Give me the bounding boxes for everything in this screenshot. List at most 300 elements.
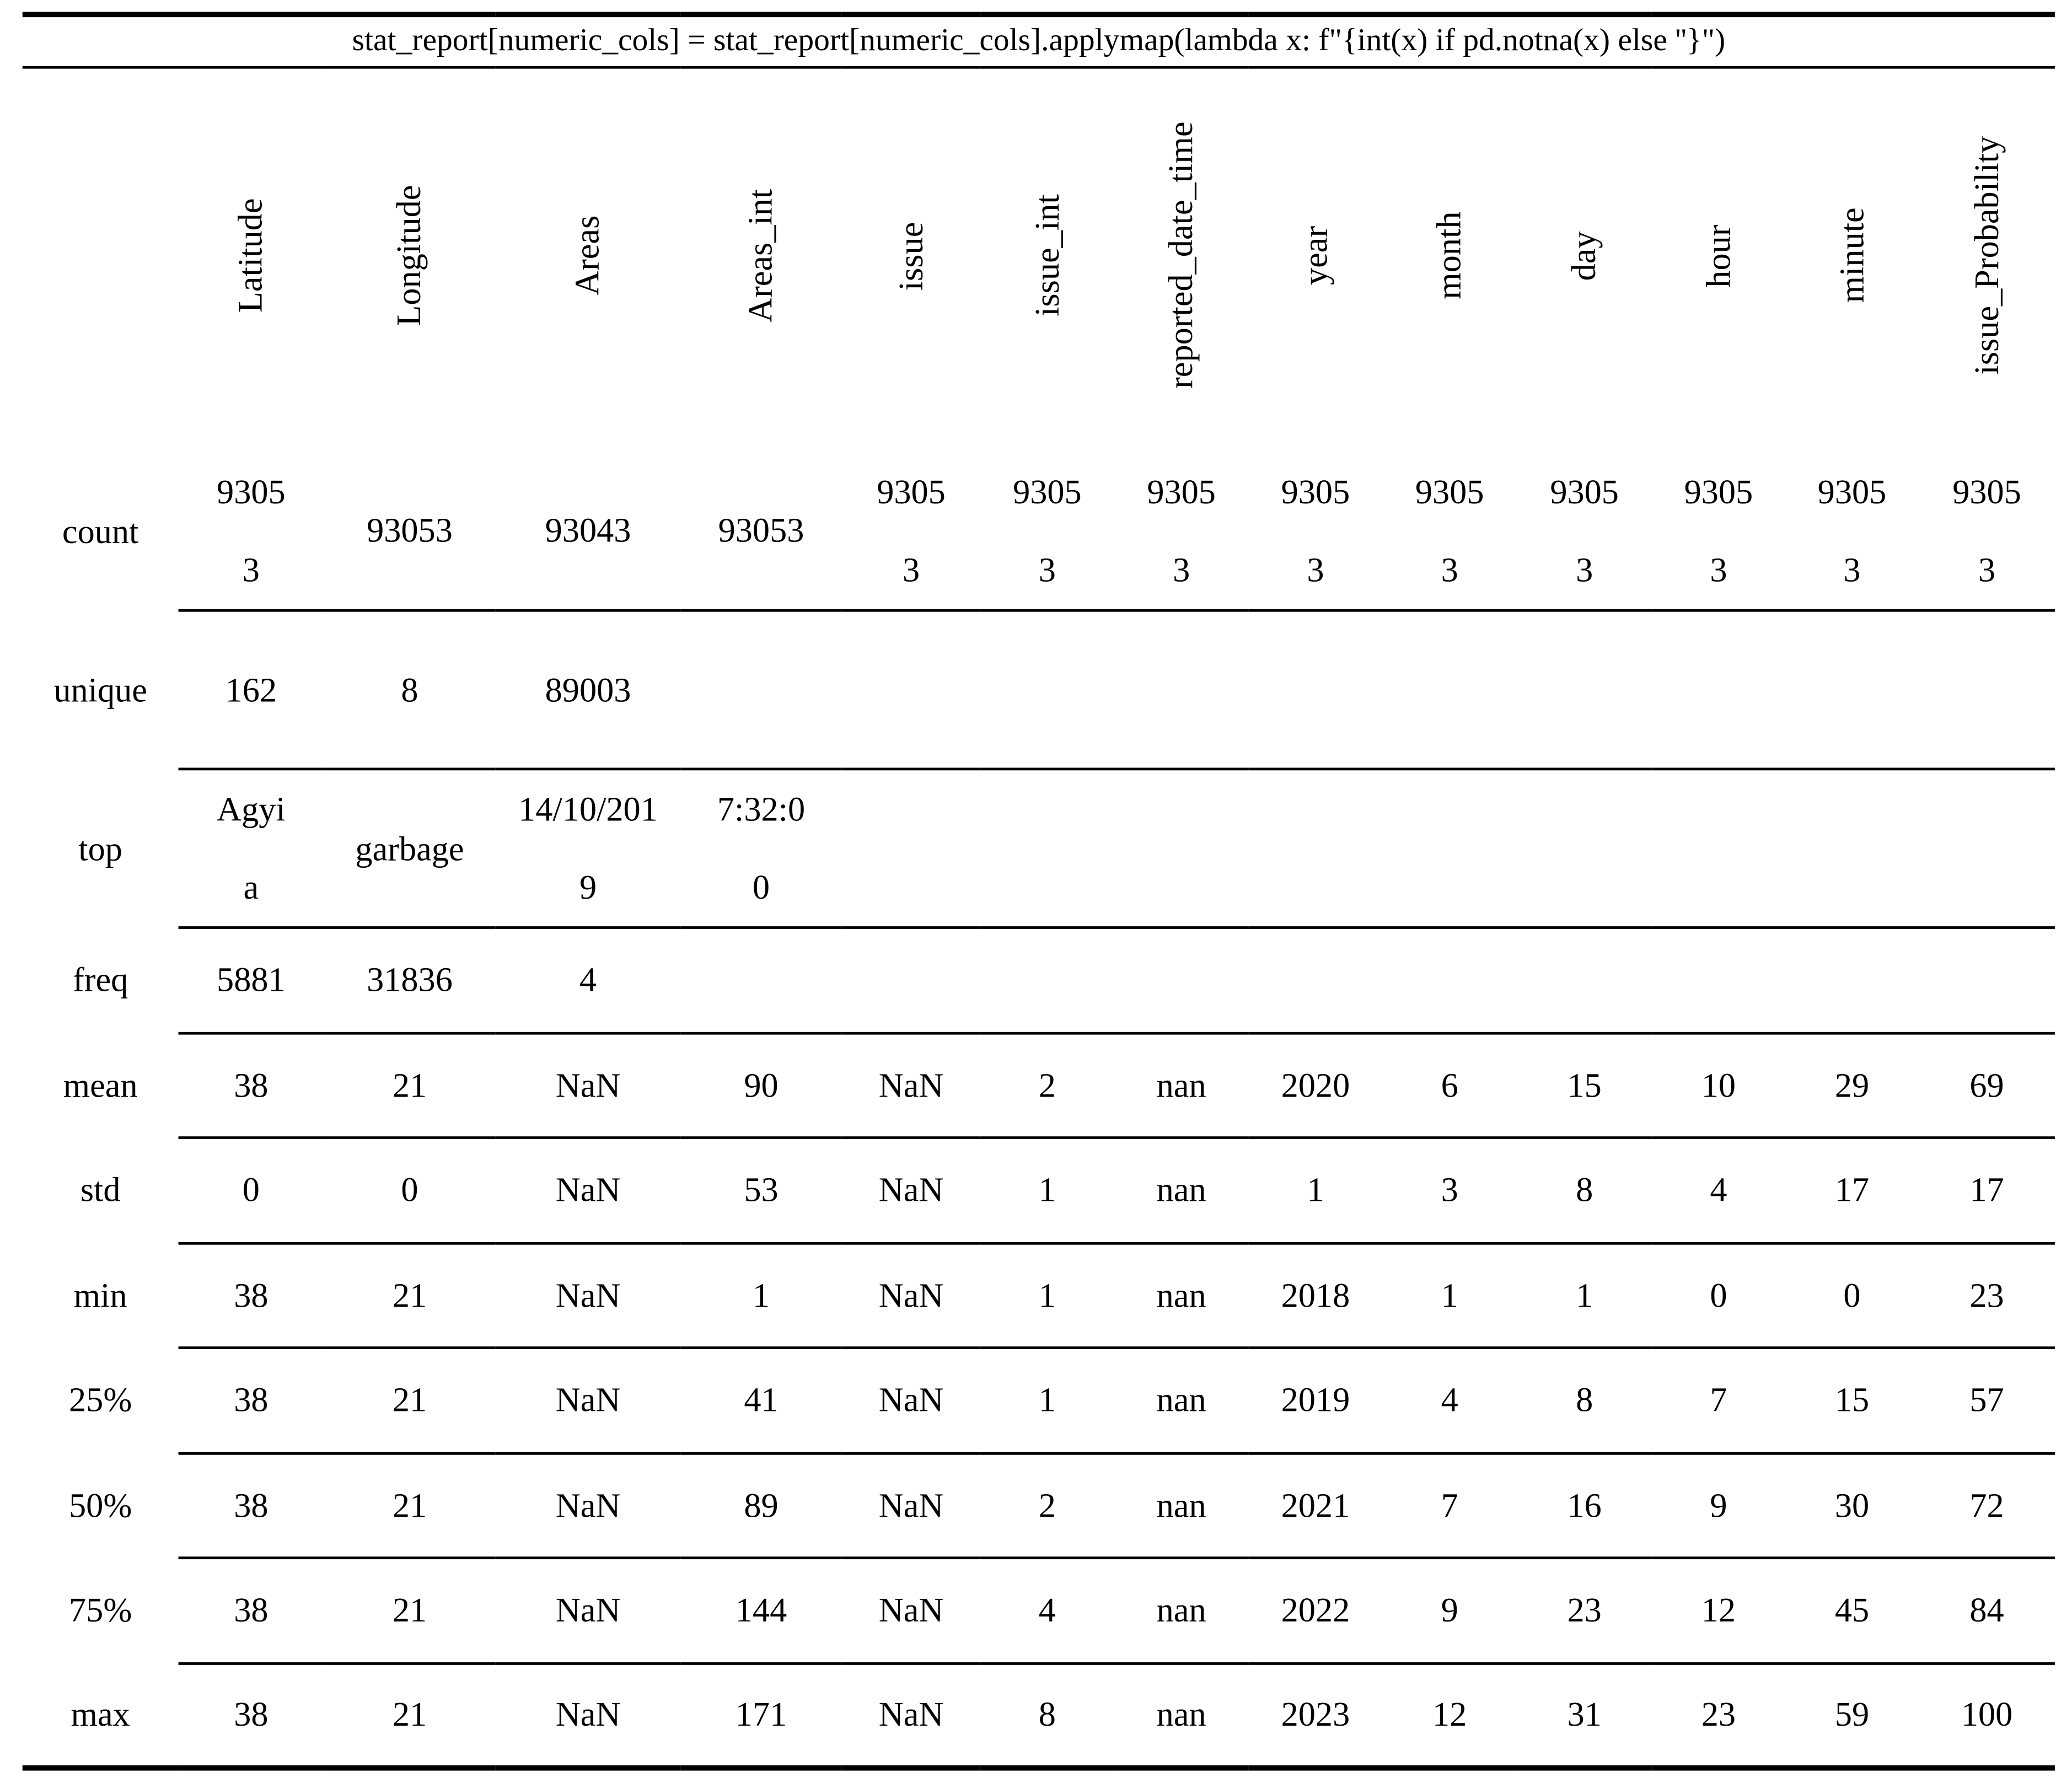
table-cell [324,1663,496,1768]
table-cell [1652,1243,1785,1348]
table-cell [496,1138,681,1243]
cell-value: 162 [225,670,277,709]
cell-value: 69 [1969,1066,2004,1105]
table-cell [842,1138,981,1243]
cell-value: 89 [744,1486,779,1525]
table-cell [1785,610,1919,769]
column-header-label: minute [1832,208,1871,304]
cell-value: 38 [234,1486,269,1525]
cell-value: 30 [1834,1486,1870,1525]
table-cell [1114,1033,1248,1138]
table-cell [1382,1453,1517,1558]
column-header [1517,67,1651,452]
table-cell [179,610,324,769]
table-cell [680,452,841,611]
row-label-text: freq [72,961,128,1000]
table-cell [496,1348,681,1453]
table-cell [680,1348,841,1453]
table-cell [1517,1033,1651,1138]
cell-value: 4 [1710,1171,1727,1210]
table-cell [842,927,981,1033]
cell-value: 84 [1969,1591,2004,1630]
column-header [324,67,496,452]
table-cell [842,1348,981,1453]
cell-value: 93053 [1281,472,1350,589]
cell-value: 6 [1441,1066,1458,1105]
cell-value: 171 [735,1695,787,1734]
row-label [23,610,179,769]
table-cell [1114,610,1248,769]
table-row-75pct [23,1558,2055,1663]
row-label [23,1558,179,1663]
table-cell [496,769,681,928]
cell-value: 8 [1576,1381,1593,1420]
row-label [23,1138,179,1243]
table-cell [179,1663,324,1768]
table-cell [680,769,841,928]
table-cell [1382,1663,1517,1768]
cell-value: 21 [392,1066,427,1105]
cell-value: 23 [1969,1276,2004,1315]
table-cell [980,610,1114,769]
cell-value: 1 [1441,1276,1458,1315]
cell-value: NaN [878,1171,944,1210]
table-cell [1919,610,2055,769]
cell-value: NaN [878,1066,944,1105]
table-row-freq [23,927,2055,1033]
cell-value: 3 [1441,1171,1458,1210]
table-cell [1919,1033,2055,1138]
table-cell [324,1453,496,1558]
table-cell [1919,1243,2055,1348]
table-cell [1517,1663,1651,1768]
cell-value: 1 [1038,1381,1056,1420]
table-cell [980,1033,1114,1138]
cell-value: 1 [1307,1171,1324,1210]
table-cell [1919,452,2055,611]
cell-value: 93053 [1952,472,2021,589]
table-cell [179,1453,324,1558]
table-cell [1517,610,1651,769]
table-cell [1785,769,1919,928]
row-label-text: 50% [69,1486,132,1525]
cell-value: 21 [392,1276,427,1315]
cell-value: 8 [1038,1695,1056,1734]
table-cell [1249,1453,1382,1558]
cell-value: 57 [1969,1381,2004,1420]
code-caption: stat_report[numeric_cols] = stat_report[numeric_cols].applymap(lambda x: f"{int(x) if pd.notna(x) else ''}") [23,14,2055,67]
cell-value: 15 [1834,1381,1870,1420]
cell-value: NaN [878,1381,944,1420]
table-cell [680,1663,841,1768]
table-cell [324,927,496,1033]
cell-value: NaN [878,1276,944,1315]
table-cell [1919,1558,2055,1663]
cell-value: 10 [1701,1066,1736,1105]
cell-value: 5881 [217,961,286,1000]
row-label-text: 75% [69,1591,132,1630]
cell-value: 12 [1701,1591,1736,1630]
table-row-25pct [23,1348,2055,1453]
table-cell [1114,1348,1248,1453]
cell-value: nan [1156,1486,1206,1525]
cell-value: 4 [579,961,597,1000]
table-cell [179,769,324,928]
table-cell [680,1558,841,1663]
cell-value: 23 [1567,1591,1602,1630]
column-header-label: Areas [568,216,607,296]
table-cell [496,1558,681,1663]
cell-value: NaN [878,1695,944,1734]
column-header [1919,67,2055,452]
cell-value: 38 [234,1381,269,1420]
cell-value: nan [1156,1381,1206,1420]
table-cell [1652,1033,1785,1138]
cell-value: nan [1156,1276,1206,1315]
table-cell [1919,1138,2055,1243]
cell-value: 41 [744,1381,779,1420]
table-cell [179,1558,324,1663]
table-cell [324,610,496,769]
table-cell [1114,1138,1248,1243]
cell-value: 8 [401,670,418,709]
cell-value: 31836 [367,961,453,1000]
cell-value: 53 [744,1171,779,1210]
table-cell [1785,1243,1919,1348]
cell-value: 2019 [1281,1381,1350,1420]
table-cell [680,610,841,769]
table-cell [1382,452,1517,611]
table-cell [1249,1138,1382,1243]
table-cell [1382,610,1517,769]
cell-value: 1 [1038,1171,1056,1210]
cell-value: 59 [1834,1695,1870,1734]
table-cell [1919,927,2055,1033]
cell-value: nan [1156,1066,1206,1105]
table-cell [1249,1558,1382,1663]
table-cell [842,1453,981,1558]
table-cell [1382,1558,1517,1663]
table-cell [1249,452,1382,611]
table-cell [179,927,324,1033]
row-label [23,1663,179,1768]
cell-value: NaN [555,1066,621,1105]
cell-value: 100 [1961,1695,2013,1734]
table-cell [1652,452,1785,611]
table-cell [980,1348,1114,1453]
table-row-min [23,1243,2055,1348]
cell-value: 2 [1038,1486,1056,1525]
table-cell [1652,1348,1785,1453]
cell-value: 45 [1834,1591,1870,1630]
cell-value: 144 [735,1591,787,1630]
table-cell [1517,452,1651,611]
cell-value: 93053 [217,472,286,589]
table-cell [1919,1663,2055,1768]
cell-value: 7 [1710,1381,1727,1420]
table-cell [1517,1453,1651,1558]
table-cell [1114,1558,1248,1663]
table-cell [1114,769,1248,928]
table-cell [1382,769,1517,928]
column-header [1382,67,1517,452]
title-row [23,14,2055,67]
column-header-label: hour [1698,224,1737,287]
table-cell [1785,1348,1919,1453]
cell-value: 9 [1710,1486,1727,1525]
table-cell [980,1243,1114,1348]
table-row-count [23,452,2055,611]
column-header-label: month [1430,212,1468,300]
table-cell [1785,1033,1919,1138]
table-cell [1652,1453,1785,1558]
table-cell [1517,1558,1651,1663]
cell-value: NaN [878,1486,944,1525]
table-cell [1785,1663,1919,1768]
table-cell [496,1033,681,1138]
row-label [23,1243,179,1348]
cell-value: 38 [234,1276,269,1315]
cell-value: 0 [401,1171,418,1210]
cell-value: 12 [1432,1695,1467,1734]
cell-value: 1 [1038,1276,1056,1315]
table-cell [680,1243,841,1348]
cell-value: 93053 [1684,472,1753,589]
cell-value: 17 [1834,1171,1870,1210]
table-row-top [23,769,2055,928]
table-cell [1114,452,1248,611]
table-cell [1652,610,1785,769]
table-cell [1114,1663,1248,1768]
table-cell [324,1243,496,1348]
table-cell [1382,1348,1517,1453]
cell-value: 93053 [1550,472,1619,589]
column-header [842,67,981,452]
column-header-label: issue [891,221,930,291]
column-header [1249,67,1382,452]
table-cell [179,1033,324,1138]
cell-value: 1 [752,1276,770,1315]
table-cell [1249,1663,1382,1768]
cell-value: 2020 [1281,1066,1350,1105]
row-label [23,927,179,1033]
table-cell [842,1663,981,1768]
cell-value: nan [1156,1695,1206,1734]
table-cell [179,1348,324,1453]
table-cell [980,452,1114,611]
table-cell [1114,927,1248,1033]
cell-value: 90 [744,1066,779,1105]
cell-value: 0 [1843,1276,1861,1315]
column-header-label: issue_Probability [1967,136,2006,375]
cell-value: 93053 [1147,472,1216,589]
table-cell [324,1558,496,1663]
table-row-unique [23,610,2055,769]
table-cell [1517,1138,1651,1243]
column-header-label: reported_date_time [1161,122,1200,389]
cell-value: NaN [878,1591,944,1630]
row-label [23,1453,179,1558]
column-header-label: Latitude [231,198,270,313]
cell-value: 2021 [1281,1486,1350,1525]
table-cell [1382,1033,1517,1138]
table-cell [179,1138,324,1243]
row-label [23,452,179,611]
cell-value: 21 [392,1486,427,1525]
cell-value: 16 [1567,1486,1602,1525]
column-header-row [23,67,2055,452]
table-cell [1785,927,1919,1033]
column-header [1652,67,1785,452]
cell-value: 4 [1441,1381,1458,1420]
cell-value: 38 [234,1695,269,1734]
column-header-label: Areas_int [741,189,780,323]
column-header-label: Longitude [390,185,428,326]
cell-value: 23 [1701,1695,1736,1734]
row-label-text: unique [53,670,147,709]
table-cell [1249,927,1382,1033]
table-cell [980,1453,1114,1558]
table-cell [1652,1663,1785,1768]
table-cell [1249,769,1382,928]
column-header-label: issue_int [1027,194,1066,317]
table-cell [496,927,681,1033]
row-label-text: min [73,1276,127,1315]
table-cell [324,1033,496,1138]
table-cell [1249,610,1382,769]
cell-value: 29 [1834,1066,1870,1105]
cell-value: 15 [1567,1066,1602,1105]
row-label-text: std [80,1171,121,1210]
cell-value: NaN [555,1486,621,1525]
table-cell [842,1558,981,1663]
table-cell [1382,1138,1517,1243]
table-cell [1249,1348,1382,1453]
cell-value: 0 [242,1171,260,1210]
column-header [1114,67,1248,452]
table-cell [1382,927,1517,1033]
table-cell [680,1453,841,1558]
cell-value: 31 [1567,1695,1602,1734]
cell-value: 72 [1969,1486,2004,1525]
table-cell [980,1663,1114,1768]
cell-value: 21 [392,1381,427,1420]
table-cell [1517,927,1651,1033]
cell-value: 4 [1038,1591,1056,1630]
table-cell [980,927,1114,1033]
cell-value: 93053 [1415,472,1484,589]
cell-value: 93053 [877,472,946,589]
table-cell [680,1138,841,1243]
table-cell [496,452,681,611]
table-cell [1652,927,1785,1033]
cell-value: 1 [1576,1276,1593,1315]
table-cell [179,1243,324,1348]
table-cell [842,769,981,928]
cell-value: 89003 [545,670,631,709]
row-label-text: max [71,1695,130,1733]
cell-value: 93053 [718,511,804,550]
table-cell [980,1558,1114,1663]
cell-value: 93053 [1013,472,1082,589]
cell-value: NaN [555,1381,621,1420]
column-header [179,67,324,452]
table-cell [1382,1243,1517,1348]
cell-value: 0 [1710,1276,1727,1315]
table-row-mean [23,1033,2055,1138]
table-cell [1517,1348,1651,1453]
column-header [980,67,1114,452]
table-cell [1652,1138,1785,1243]
column-header-label: day [1564,230,1603,281]
table-cell [980,1138,1114,1243]
table-cell [1919,1348,2055,1453]
cell-value: 2023 [1281,1695,1350,1734]
row-label-text: count [62,512,139,551]
table-cell [842,1243,981,1348]
column-header-label: year [1295,226,1334,286]
table-cell [1249,1033,1382,1138]
table-cell [179,452,324,611]
cell-value: 9 [1441,1591,1458,1630]
table-cell [980,769,1114,928]
cell-value: 93053 [367,511,453,550]
table-cell [496,610,681,769]
cell-value: 21 [392,1591,427,1630]
cell-value: NaN [555,1695,621,1734]
table-row-std [23,1138,2055,1243]
cell-value: garbage [355,829,464,868]
row-label-text: 25% [69,1381,132,1420]
table-cell [842,1033,981,1138]
table-cell [680,927,841,1033]
cell-value: 2022 [1281,1591,1350,1630]
cell-value: nan [1156,1171,1206,1210]
table-cell [1919,1453,2055,1558]
row-label [23,769,179,928]
cell-value: 7 [1441,1486,1458,1525]
column-header [496,67,681,452]
table-cell [324,452,496,611]
table-cell [324,769,496,928]
table-cell [1919,769,2055,928]
cell-value: NaN [555,1276,621,1315]
table-row-max [23,1663,2055,1768]
table-cell [496,1663,681,1768]
table-cell [1652,1558,1785,1663]
index-header [23,67,179,452]
row-label-text: top [78,829,122,868]
table-cell [1785,452,1919,611]
table-cell [842,610,981,769]
cell-value: nan [1156,1591,1206,1630]
table-cell [1517,1243,1651,1348]
cell-value: 93043 [545,511,631,550]
table-cell [324,1138,496,1243]
cell-value: 21 [392,1695,427,1734]
cell-value: 2018 [1281,1276,1350,1315]
column-header [680,67,841,452]
table-cell [496,1243,681,1348]
cell-value: 38 [234,1066,269,1105]
table-cell [680,1033,841,1138]
column-header [1785,67,1919,452]
cell-value: 8 [1576,1171,1593,1210]
table-cell [1785,1453,1919,1558]
table-cell [1249,1243,1382,1348]
table-cell [1114,1453,1248,1558]
table-cell [1785,1138,1919,1243]
